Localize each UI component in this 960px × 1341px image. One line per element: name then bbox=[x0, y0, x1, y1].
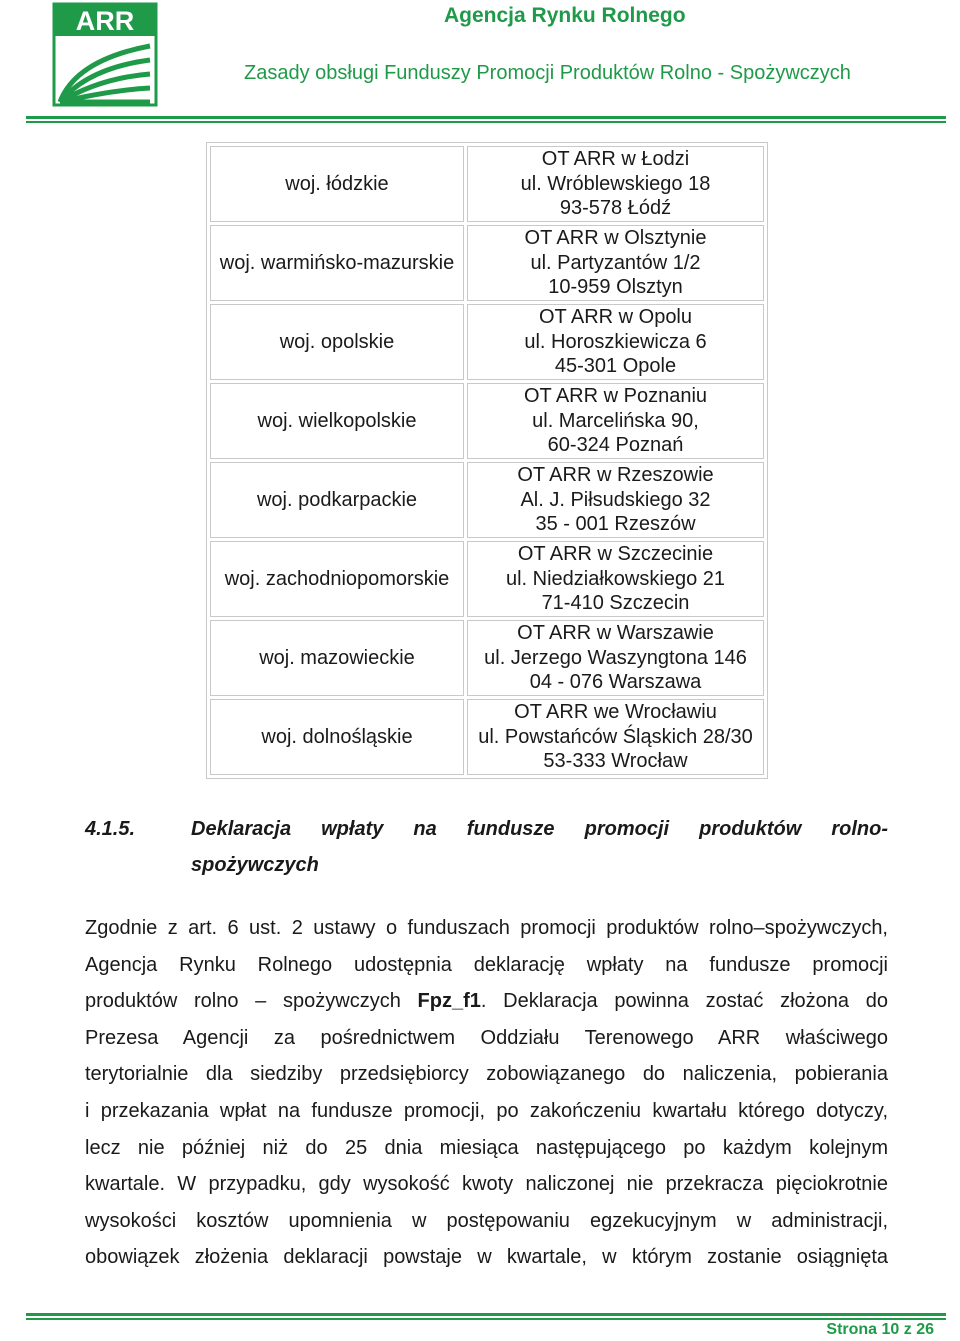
footer-rule-thin bbox=[26, 1318, 946, 1320]
office-name: OT ARR w Olsztynie bbox=[524, 227, 707, 250]
office-street: ul. Wróblewskiego 18 bbox=[520, 172, 711, 195]
table-row bbox=[210, 304, 764, 380]
office-name: OT ARR w Poznaniu bbox=[523, 385, 708, 408]
office-postcode: 93-578 Łódź bbox=[559, 197, 672, 220]
paragraph-line: Zgodnie z art. 6 ust. 2 ustawy o funduszach promocji produktów rolno–spożywczych, bbox=[85, 917, 888, 939]
office-name: OT ARR w Warszawie bbox=[517, 622, 714, 645]
office-street: ul. Powstańców Śląskich 28/30 bbox=[478, 725, 753, 748]
header-rule-thin bbox=[26, 121, 946, 123]
office-street: ul. Partyzantów 1/2 bbox=[530, 251, 701, 274]
paragraph-line: Prezesa Agencji za pośrednictwem Oddziału Terenowego ARR właściwego bbox=[85, 1026, 888, 1049]
office-address-cell bbox=[467, 699, 764, 775]
body-paragraph bbox=[85, 915, 888, 1281]
office-street: ul. Marcelińska 90, bbox=[532, 409, 699, 432]
office-address-cell bbox=[467, 304, 764, 380]
office-address-cell bbox=[467, 620, 764, 696]
office-postcode: 10-959 Olsztyn bbox=[548, 276, 683, 299]
office-name: OT ARR w Szczecinie bbox=[517, 543, 714, 566]
office-postcode: 35 - 001 Rzeszów bbox=[535, 513, 696, 536]
region-cell: woj. wielkopolskie bbox=[210, 383, 464, 459]
paragraph-line: lecz nie później niż do 25 dnia miesiąca następującego po każdym kolejnym bbox=[85, 1136, 888, 1159]
office-name: OT ARR w Opolu bbox=[538, 306, 693, 329]
table-row bbox=[210, 620, 764, 696]
office-street: ul. Niedziałkowskiego 21 bbox=[505, 567, 725, 590]
office-postcode: 60-324 Poznań bbox=[547, 434, 684, 457]
table-row bbox=[210, 462, 764, 538]
office-address-cell bbox=[467, 462, 764, 538]
office-postcode: 45-301 Opole bbox=[554, 355, 677, 378]
paragraph-line: Agencja Rynku Rolnego udostępnia deklarację wpłaty na fundusze promocji bbox=[85, 953, 888, 976]
page-number: Strona 10 z 26 bbox=[826, 1321, 934, 1338]
office-address-cell bbox=[467, 541, 764, 617]
region-cell: woj. opolskie bbox=[210, 304, 464, 380]
form-code: Fpz_f1 bbox=[417, 990, 481, 1013]
office-address-cell bbox=[467, 383, 764, 459]
office-address-cell bbox=[467, 146, 764, 222]
paragraph-text: produktów rolno – spożywczych bbox=[85, 990, 418, 1013]
region-cell: woj. dolnośląskie bbox=[210, 699, 464, 775]
office-address-cell bbox=[467, 225, 764, 301]
table-row bbox=[210, 383, 764, 459]
office-street: Al. J. Piłsudskiego 32 bbox=[520, 488, 711, 511]
paragraph-line: terytorialnie dla siedziby przedsiębiorcy zobowiązanego do naliczenia, pobierania bbox=[85, 1063, 888, 1086]
paragraph-text: . Deklaracja powinna zostać złożona do bbox=[480, 990, 888, 1013]
office-name: OT ARR w Łodzi bbox=[541, 148, 690, 171]
office-street: ul. Horoszkiewicza 6 bbox=[524, 330, 707, 353]
paragraph-line: obowiązek złożenia deklaracji powstaje w kwartale, w którym zostanie osiągnięta bbox=[85, 1246, 888, 1269]
table-row bbox=[210, 699, 764, 775]
office-street: ul. Jerzego Waszyngtona 146 bbox=[484, 646, 747, 669]
paragraph-line: wysokości kosztów upomnienia w postępowaniu egzekucyjnym w administracji, bbox=[85, 1209, 888, 1232]
paragraph-line: kwartale. W przypadku, gdy wysokość kwoty naliczonej nie przekracza pięciokrotnie bbox=[85, 1173, 888, 1196]
paragraph-line bbox=[85, 988, 888, 1025]
office-postcode: 53-333 Wrocław bbox=[543, 750, 688, 773]
region-cell: woj. mazowieckie bbox=[210, 620, 464, 696]
document-subtitle: Zasady obsługi Funduszy Promocji Produktów Rolno - Spożywczych bbox=[244, 62, 851, 84]
region-cell: woj. zachodniopomorskie bbox=[210, 541, 464, 617]
footer-rule bbox=[26, 1313, 946, 1316]
agency-name: Agencja Rynku Rolnego bbox=[444, 4, 686, 27]
region-cell: woj. podkarpackie bbox=[210, 462, 464, 538]
table-row bbox=[210, 146, 764, 222]
arr-logo bbox=[52, 2, 158, 107]
table-row bbox=[210, 225, 764, 301]
section-title-continued: spożywczych bbox=[191, 854, 319, 876]
office-name: OT ARR w Rzeszowie bbox=[517, 464, 714, 487]
section-number: 4.1.5. bbox=[85, 818, 136, 840]
office-name: OT ARR we Wrocławiu bbox=[514, 701, 717, 724]
regional-offices-table bbox=[206, 142, 768, 779]
region-cell: woj. łódzkie bbox=[210, 146, 464, 222]
section-title: Deklaracja wpłaty na fundusze promocji produktów rolno- bbox=[191, 818, 888, 840]
office-postcode: 71-410 Szczecin bbox=[541, 592, 690, 615]
logo-text: ARR bbox=[75, 6, 135, 36]
office-postcode: 04 - 076 Warszawa bbox=[529, 671, 702, 694]
paragraph-line: i przekazania wpłat na fundusze promocji, po zakończeniu kwartału którego dotyczy, bbox=[85, 1099, 888, 1122]
header-rule bbox=[26, 116, 946, 119]
table-row bbox=[210, 541, 764, 617]
region-cell: woj. warmińsko-mazurskie bbox=[210, 225, 464, 301]
